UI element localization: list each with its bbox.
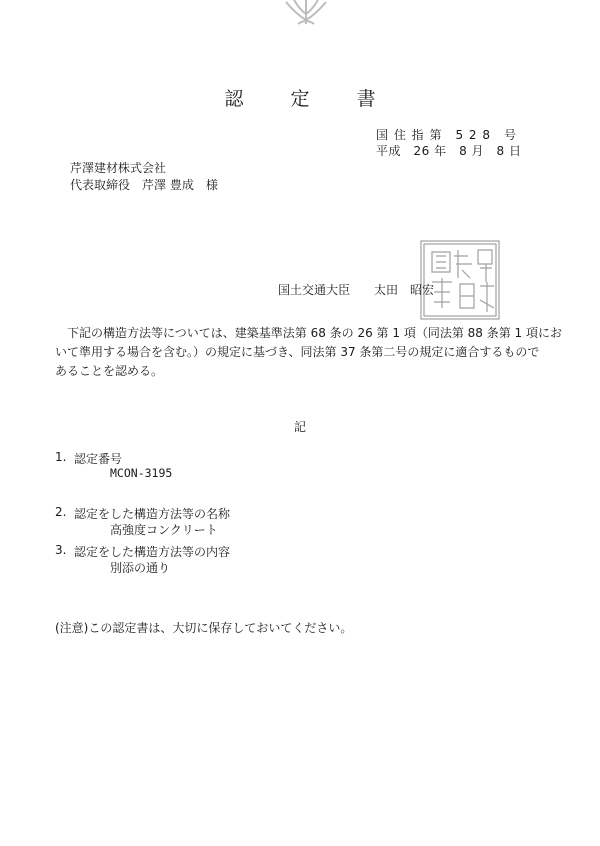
issuer-name: 国土交通大臣 太田 昭宏 [278,283,435,297]
certification-statement [55,324,562,381]
document-number: 国 住 指 第 5 2 8 号 [376,128,517,142]
item-number: 3. [55,543,67,557]
ki-heading: 記 [293,420,306,434]
statement-line: あることを認める。 [55,364,164,378]
addressee-company: 芹澤建材株式会社 [70,161,167,175]
emblem-icon [276,0,336,26]
notice-text: (注意)この認定書は、大切に保存しておいてください。 [55,621,353,635]
item-value: MCON-3195 [110,466,173,480]
item-number: 2. [55,505,67,519]
addressee-person: 代表取締役 芹澤 豊成 様 [70,178,218,192]
document-date: 平成 26 年 8 月 8 日 [376,144,522,158]
page-title: 認 定 書 [224,88,390,110]
statement-line: いて準用する場合を含む。）の規定に基づき、同法第 37 条第二号の規定に適合するもので [55,345,540,359]
item-label: 認定をした構造方法等の名称 [74,507,231,521]
item-label: 認定番号 [74,452,123,466]
item-value: 別添の通り [110,561,171,575]
official-seal-icon [418,238,502,322]
item-label: 認定をした構造方法等の内容 [74,545,231,559]
item-value: 高強度コンクリート [110,523,218,537]
statement-line: 下記の構造方法等については、建築基準法第 68 条の 26 第 1 項（同法第 88 条第 1 項にお [55,326,562,340]
item-number: 1. [55,450,67,464]
